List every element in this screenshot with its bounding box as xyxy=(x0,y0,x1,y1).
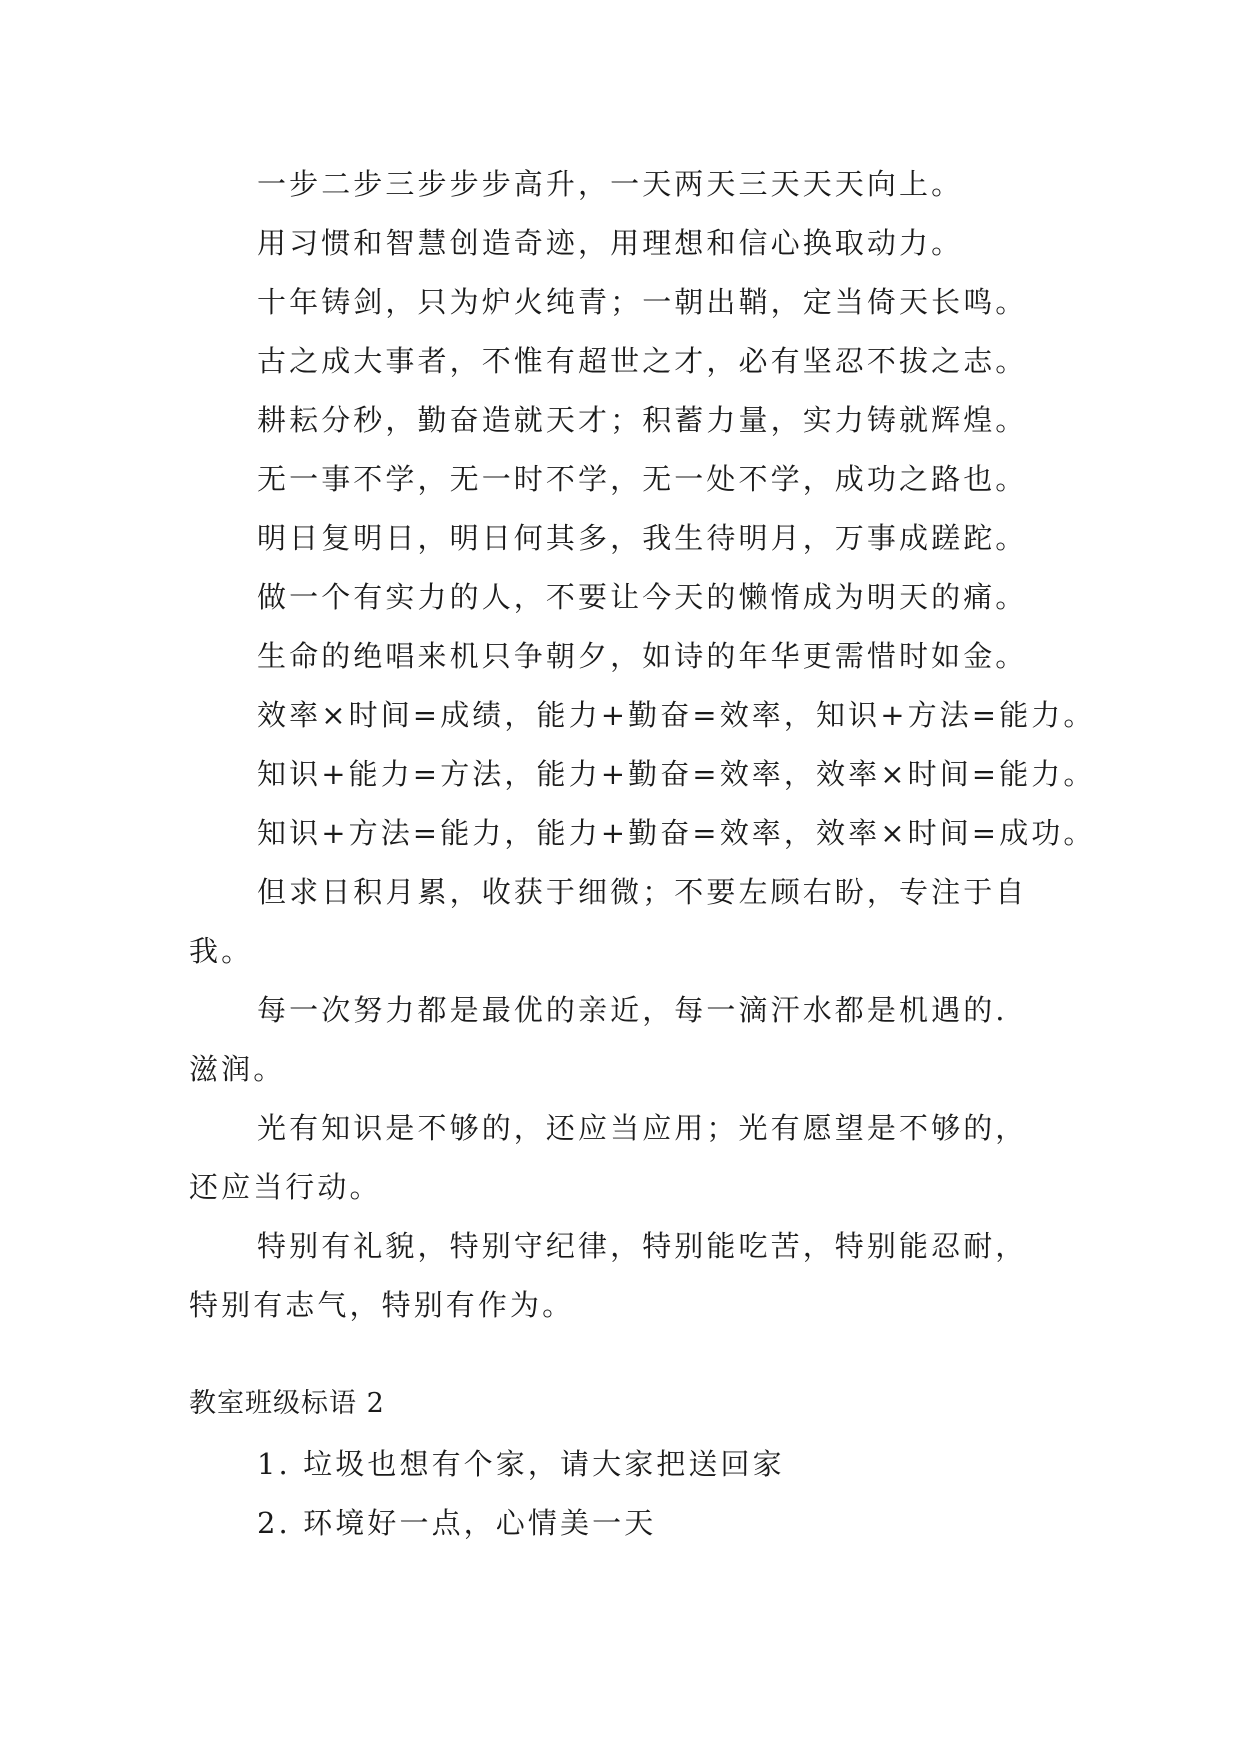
paragraph-line-continued: 还应当行动。 xyxy=(189,1170,382,1204)
list-item: 1. 垃圾也想有个家，请大家把送回家 xyxy=(257,1447,785,1481)
paragraph-line: 效率×时间=成绩，能力+勤奋=效率，知识+方法=能力。 xyxy=(257,698,1096,732)
paragraph-line: 耕耘分秒，勤奋造就天才；积蓄力量，实力铸就辉煌。 xyxy=(257,403,1028,437)
paragraph-line: 每一次努力都是最优的亲近，每一滴汗水都是机遇的. xyxy=(257,993,1008,1027)
paragraph-line: 知识+方法=能力，能力+勤奋=效率，效率×时间=成功。 xyxy=(257,816,1096,850)
paragraph-line: 古之成大事者，不惟有超世之才，必有坚忍不拔之志。 xyxy=(257,344,1028,378)
paragraph-line: 特别有礼貌，特别守纪律，特别能吃苦，特别能忍耐， xyxy=(257,1229,1028,1263)
paragraph-line: 知识+能力=方法，能力+勤奋=效率，效率×时间=能力。 xyxy=(257,757,1096,791)
paragraph-line: 做一个有实力的人，不要让今天的懒惰成为明天的痛。 xyxy=(257,580,1028,614)
section-heading: 教室班级标语 2 xyxy=(189,1388,385,1419)
paragraph-line-continued: 滋润。 xyxy=(189,1052,286,1086)
paragraph-line: 明日复明日，明日何其多，我生待明月，万事成蹉跎。 xyxy=(257,521,1028,555)
paragraph-line: 但求日积月累，收获于细微；不要左顾右盼，专注于自 xyxy=(257,875,1028,909)
paragraph-line-continued: 特别有志气，特别有作为。 xyxy=(189,1288,575,1322)
paragraph-line: 一步二步三步步步高升，一天两天三天天天向上。 xyxy=(257,167,964,201)
paragraph-line: 生命的绝唱来机只争朝夕，如诗的年华更需惜时如金。 xyxy=(257,639,1028,673)
paragraph-line: 用习惯和智慧创造奇迹，用理想和信心换取动力。 xyxy=(257,226,964,260)
paragraph-line: 十年铸剑，只为炉火纯青；一朝出鞘，定当倚天长鸣。 xyxy=(257,285,1028,319)
paragraph-line-continued: 我。 xyxy=(189,934,254,968)
list-item: 2. 环境好一点，心情美一天 xyxy=(257,1506,657,1540)
paragraph-line: 光有知识是不够的，还应当应用；光有愿望是不够的， xyxy=(257,1111,1028,1145)
paragraph-line: 无一事不学，无一时不学，无一处不学，成功之路也。 xyxy=(257,462,1028,496)
